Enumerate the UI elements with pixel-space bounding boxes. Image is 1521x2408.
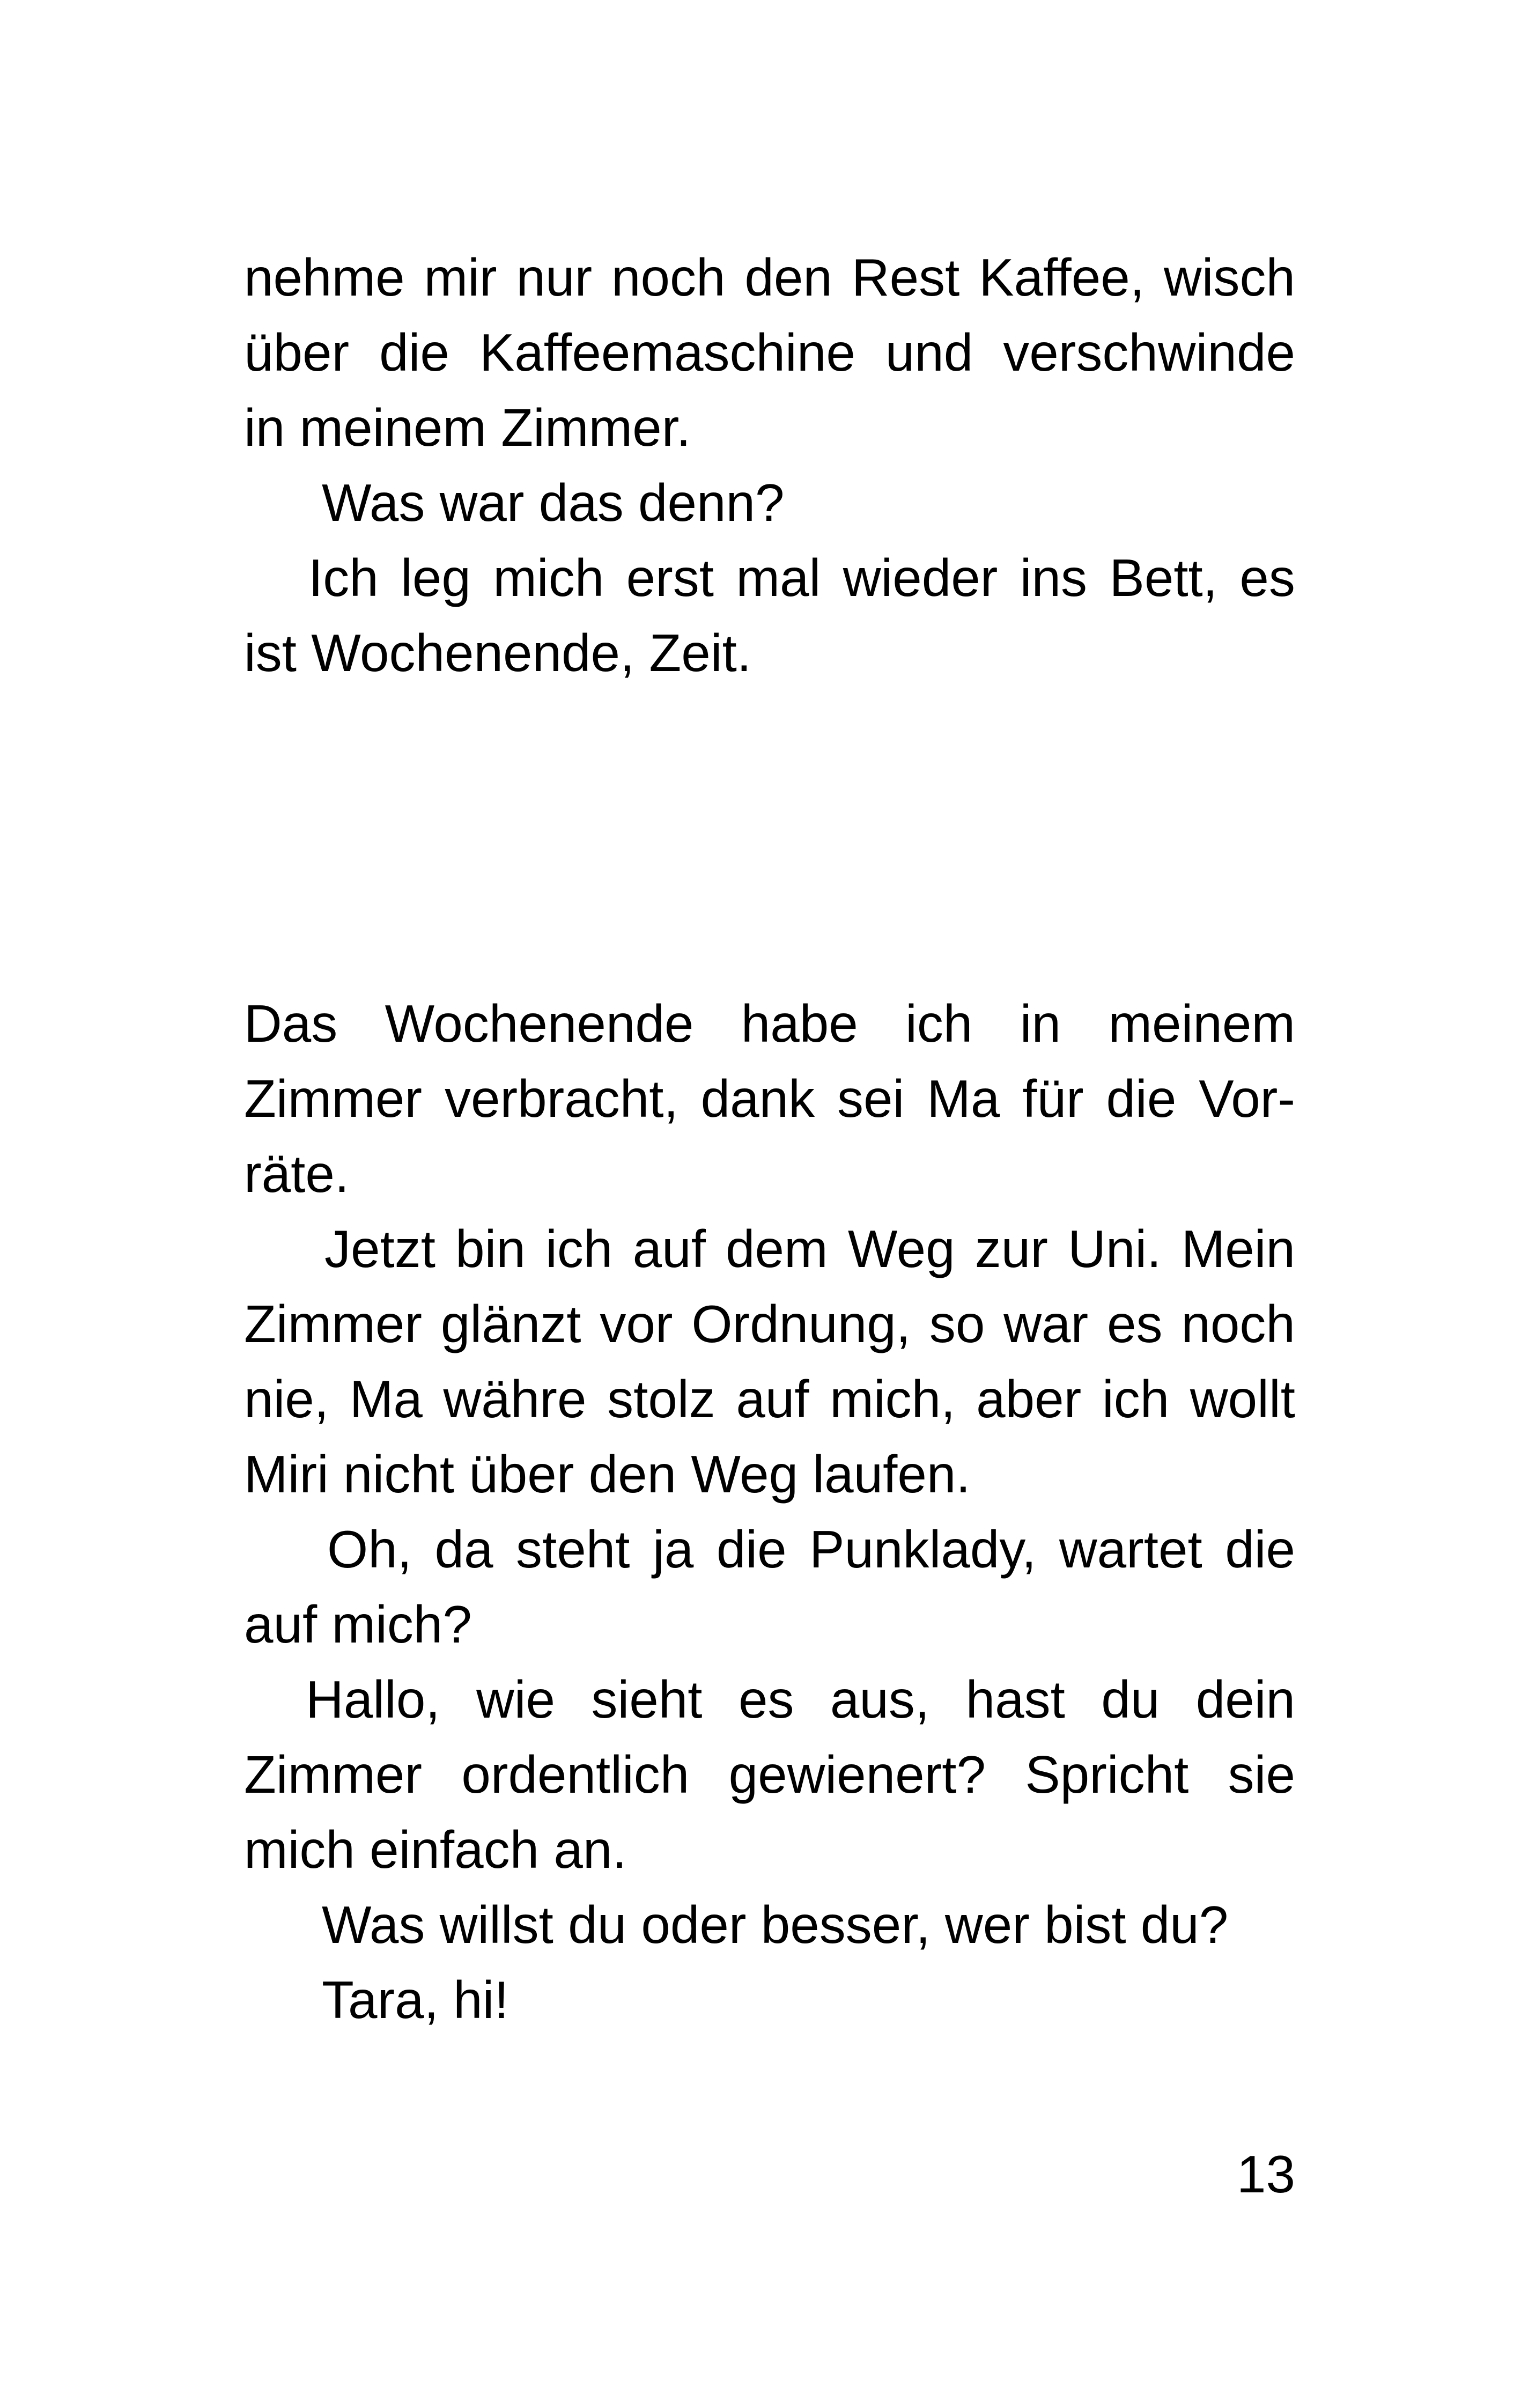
word: die [716,1520,787,1579]
word: aber [976,1369,1082,1428]
word: meinem [1108,994,1295,1053]
word: Weg [847,1219,955,1278]
word: Oh, [327,1520,412,1579]
word: mich [493,548,604,607]
word: Hallo, [306,1670,440,1729]
page-number: 13 [1236,2145,1295,2204]
text-line: in meinem Zimmer. [244,398,691,457]
text-line: Was willst du oder besser, wer bist du? [322,1895,1229,1954]
word: ja [653,1520,694,1579]
word: verbracht, [444,1069,678,1128]
word: Ma [349,1369,423,1428]
word: vor [600,1294,673,1353]
word: in [1020,994,1061,1053]
word: Kaffee, [979,248,1145,307]
word: Punklady, [809,1520,1037,1579]
text-line: räte. [244,1144,350,1203]
word: bin [455,1219,526,1278]
text-line: Tara, hi! [322,1970,509,2029]
word: und [885,323,973,382]
word: ins [1020,548,1088,607]
word: Ich [308,548,379,607]
word: verschwinde [1003,323,1295,382]
word: ordentlich [461,1745,690,1804]
word: Zimmer [244,1294,423,1353]
text-line: mich einfach an. [244,1820,627,1879]
text-line [244,1737,1295,1812]
word: Mein [1181,1219,1295,1278]
word: sei [837,1069,905,1128]
text-line [244,1286,1295,1361]
word: auf [632,1219,706,1278]
word: sieht [591,1670,703,1729]
word: wieder [843,548,998,607]
word: leg [401,548,471,607]
text-line [244,240,1295,315]
word: ich [545,1219,613,1278]
word: auf [736,1369,809,1428]
text-line: Miri nicht über den Weg laufen. [244,1445,971,1504]
word: du [1101,1670,1160,1729]
word: nehme [244,248,405,307]
word: Wochenende [385,994,694,1053]
word: ich [1102,1369,1170,1428]
word: so [929,1294,985,1353]
word: stolz [607,1369,715,1428]
word: nie, [244,1369,329,1428]
word: erst [626,548,714,607]
word: die [379,323,449,382]
word: dank [700,1069,815,1128]
word: Uni. [1068,1219,1162,1278]
text-line [327,1512,1295,1587]
word: wisch [1163,248,1295,307]
word: über [244,323,350,382]
word: noch [611,248,726,307]
word: war [1003,1294,1089,1353]
word: wartet [1059,1520,1202,1579]
word: Vor- [1199,1069,1295,1128]
word: Ma [927,1069,1000,1128]
word: nur [516,248,593,307]
word: da [434,1520,493,1579]
word: mir [424,248,497,307]
text-line [244,1361,1295,1437]
word: Rest [851,248,960,307]
word: dein [1195,1670,1295,1729]
word: Kaffeemaschine [479,323,855,382]
word: habe [741,994,858,1053]
word: Ordnung, [691,1294,911,1353]
word: Spricht [1025,1745,1189,1804]
word: gewienert? [728,1745,986,1804]
word: die [1225,1520,1295,1579]
word: aus, [830,1670,930,1729]
word: Bett, [1109,548,1218,607]
text-line [308,540,1295,615]
text-line: Was war das denn? [322,473,785,532]
word: die [1106,1069,1177,1128]
word: zur [974,1219,1048,1278]
text-line: ist Wochenende, Zeit. [244,623,752,682]
word: mal [736,548,821,607]
word: Das [244,994,338,1053]
word: wie [476,1670,556,1729]
text-line [244,1061,1295,1136]
word: Jetzt [324,1219,435,1278]
word: noch [1181,1294,1295,1353]
word: hast [965,1670,1065,1729]
word: sie [1228,1745,1295,1804]
word: glänzt [440,1294,581,1353]
word: wollt [1190,1369,1295,1428]
word: mich, [830,1369,956,1428]
text-line: auf mich? [244,1595,472,1654]
word: dem [726,1219,828,1278]
word: Zimmer [244,1745,423,1804]
word: es [1107,1294,1163,1353]
word: währe [443,1369,587,1428]
word: ich [905,994,973,1053]
text-line [244,315,1295,390]
word: Zimmer [244,1069,423,1128]
word: steht [516,1520,630,1579]
text-line [244,986,1295,1061]
word: es [1239,548,1295,607]
word: für [1022,1069,1084,1128]
word: es [738,1670,794,1729]
text-line [324,1211,1295,1286]
word: den [744,248,832,307]
text-line [306,1662,1295,1737]
